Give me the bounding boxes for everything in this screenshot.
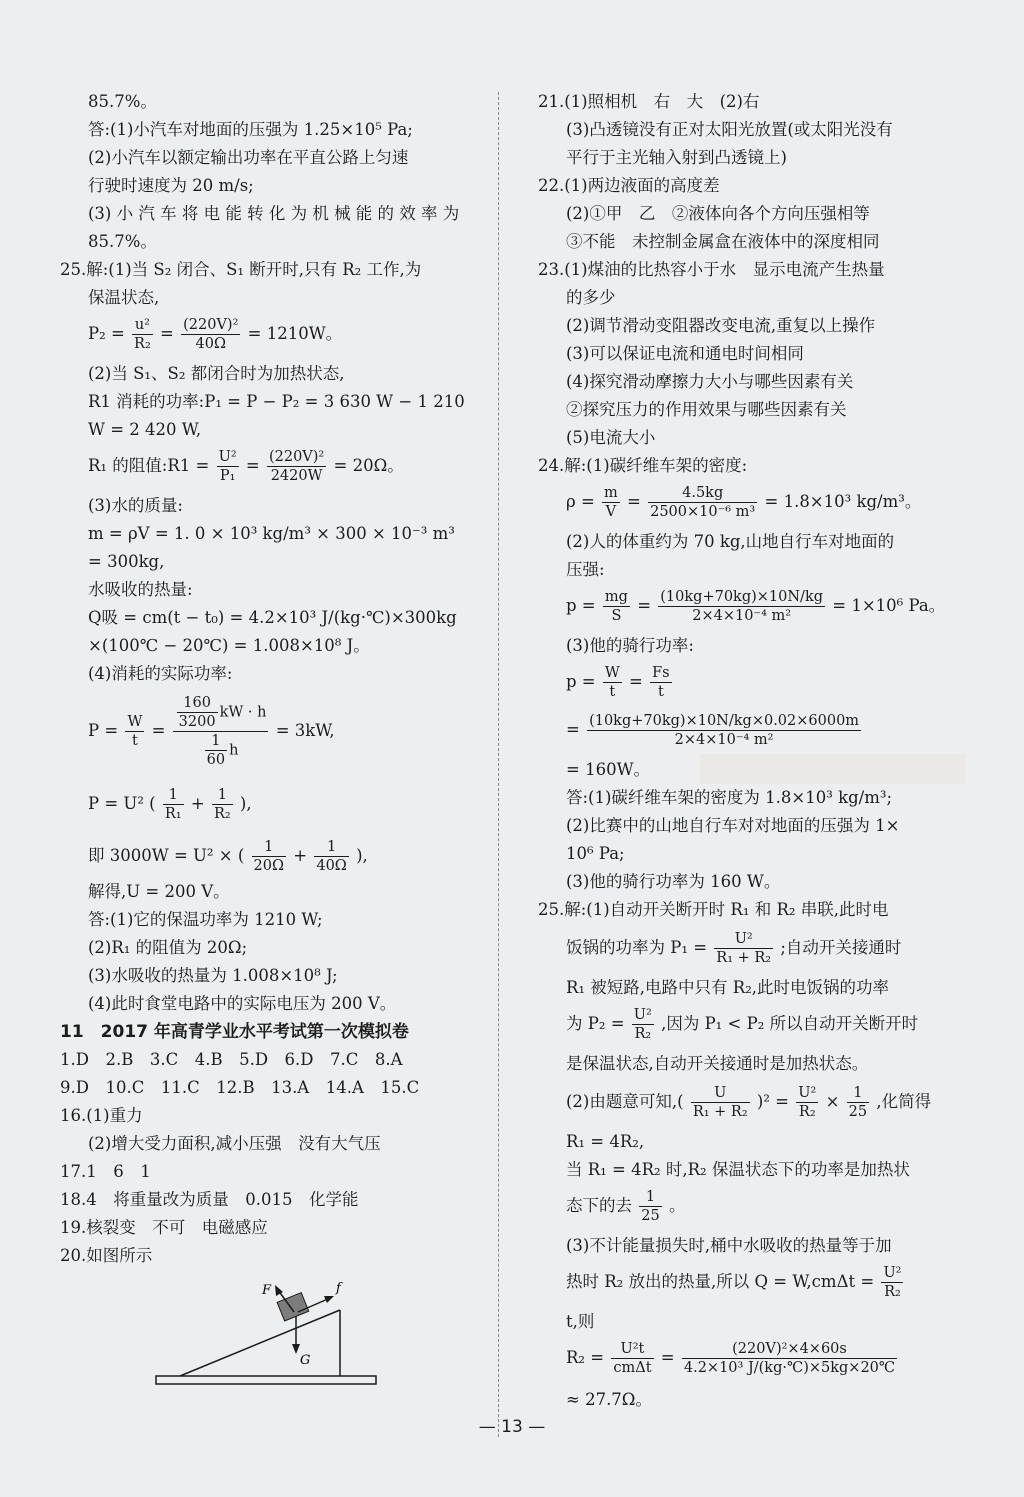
text-line: (3)他的骑行功率:	[566, 636, 694, 655]
section-heading: 11 2017 年高青学业水平考试第一次模拟卷	[60, 1022, 409, 1042]
fraction: $\frac{Fs}{t}$	[652, 665, 670, 700]
text-line: 解得,U = 200 V。	[88, 882, 230, 901]
text-line: ③不能 未控制金属盒在液体中的深度相同	[566, 232, 880, 251]
fraction: $\frac{1}{40\Omega}$	[316, 839, 347, 874]
fraction: $\frac{m}{V}$	[604, 485, 618, 520]
text-line: Q吸 = cm(t − t₀) = 4.2×10³ J/(kg·℃)×300kg	[88, 608, 457, 627]
fraction: $\frac{\text{U²}}{\text{P₁}}$	[218, 449, 237, 484]
formula-p2: 为 P₂ = $\frac{\text{U²}}{\text{R₂}}$ ,因为 P₁ < P₂ 所以自动开关断开时	[566, 1007, 919, 1042]
text-line: (3)可以保证电流和通电时间相同	[566, 344, 804, 363]
formula-heat: 热时 R₂ 放出的热量,所以 Q = W,cmΔt = $\frac{\text{U²}}{\text{R₂}}$	[566, 1265, 902, 1300]
fraction: $\frac{\text{U²t}}{\text{cmΔt}}$	[613, 1341, 652, 1376]
fraction: $\frac{1}{25}$	[848, 1085, 868, 1120]
fraction: $\frac{(10kg+70kg)\times 10N/kg}{\text{2×4×10⁻⁴ m²}}$	[660, 589, 824, 624]
formula-p1: 饭锅的功率为 P₁ = $\frac{\text{U²}}{\text{R₁ + R₂}}$ ;自动开关接通时	[566, 931, 902, 966]
formula-pressure: p = $\frac{mg}{S}$ = $\frac{(10kg+70kg)\times 10N/kg}{\text{2×4×10⁻⁴ m²}}$ = 1×10⁶ Pa。	[566, 589, 946, 624]
formula-power-ratio: p = $\frac{W}{t}$ = $\frac{Fs}{t}$	[566, 665, 670, 700]
text-line: R1 消耗的功率:P₁ = P − P₂ = 3 630 W − 1 210	[88, 392, 465, 411]
text-line: (2)当 S₁、S₂ 都闭合时为加热状态,	[88, 364, 345, 383]
fraction: $\frac{\text{U²}}{\text{R₂}}$	[883, 1265, 902, 1300]
fraction: $\frac{\text{U²}}{\text{R₂}}$	[798, 1085, 817, 1120]
fraction: $\frac{W}{t}$	[127, 714, 143, 749]
formula-density: ρ = $\frac{m}{V}$ = $\frac{4.5kg}{\text{2500×10⁻⁶ m³}}$ = 1.8×10³ kg/m³。	[566, 485, 922, 520]
formula-fraction-25: 态下的去 $\frac{1}{25}$ 。	[566, 1189, 686, 1224]
force-label-F: F	[262, 1283, 272, 1298]
text-line: 压强:	[566, 560, 605, 579]
text-line: (2)①甲 乙 ②液体向各个方向压强相等	[566, 204, 870, 223]
fraction: $\frac{\text{U²}}{\text{R₁ + R₂}}$	[716, 931, 772, 966]
formula-3000w: 即 3000W = U² × ( $\frac{1}{20\Omega}$ + $\frac{1}{40\Omega}$ ),	[88, 839, 368, 874]
incline-force-diagram	[150, 1272, 382, 1392]
compound-fraction: $\frac{160}{3200}$ kW · h $\frac{1}{60}$ h	[173, 694, 269, 769]
fraction: $\frac{4.5kg}{\text{2500×10⁻⁶ m³}}$	[650, 485, 756, 520]
text-line: 85.7%。	[88, 92, 157, 111]
fraction: $\frac{1}{25}$	[641, 1189, 660, 1224]
redaction-patch	[700, 754, 965, 784]
text-line: (2)R₁ 的阻值为 20Ω;	[88, 938, 248, 957]
text-line: = 160W。	[566, 760, 651, 779]
formula-ratio: (2)由题意可知,( $\frac{U}{\text{R₁ + R₂}}$ )² = $\frac{\text{U²}}{\text{R₂}}$ × $\frac{1}{25}$ ,化简得	[566, 1085, 932, 1120]
fraction: $\frac{\text{(220V)²}}{2420W}$	[268, 449, 325, 484]
text-line: 10⁶ Pa;	[566, 844, 625, 863]
text-line: (3)凸透镜没有正对太阳光放置(或太阳光没有	[566, 120, 893, 139]
fraction: $\frac{\text{u²}}{\text{R₂}}$	[134, 317, 151, 352]
text-line: m = ρV = 1. 0 × 10³ kg/m³ × 300 × 10⁻³ m³	[88, 524, 455, 543]
text-line: 是保温状态,自动开关接通时是加热状态。	[566, 1054, 869, 1073]
force-label-f: f	[336, 1281, 341, 1296]
fraction: $\frac{1}{\text{R₂}}$	[213, 787, 231, 822]
text-line: ≈ 27.7Ω。	[566, 1390, 652, 1409]
text-line: 行驶时速度为 20 m/s;	[88, 176, 254, 195]
fraction: $\frac{1}{\text{R₁}}$	[164, 787, 182, 822]
text-line: 85.7%。	[88, 232, 157, 251]
text-line: R₁ = 4R₂,	[566, 1132, 645, 1151]
text-line: 22.(1)两边液面的高度差	[538, 176, 720, 195]
formula-power-calc: = $\frac{(10kg+70kg)\times 10N/kg\times 0.02\times 6000m}{\text{2×4×10⁻⁴ m²}}$	[566, 713, 860, 748]
text-line: (4)消耗的实际功率:	[88, 664, 233, 683]
formula-p2: P₂ = $\frac{\text{u²}}{\text{R₂}}$ = $\frac{\text{(220V)²}}{40\Omega}$ = 1210W。	[88, 317, 343, 352]
text-line: 20.如图所示	[60, 1246, 153, 1265]
text-line: 25.解:(1)当 S₂ 闭合、S₁ 断开时,只有 R₂ 工作,为	[60, 260, 422, 279]
column-divider	[498, 92, 499, 1437]
text-line: (2)增大受力面积,减小压强 没有大气压	[88, 1134, 381, 1153]
text-line: (3)他的骑行功率为 160 W。	[566, 872, 781, 891]
force-label-G: G	[300, 1353, 311, 1368]
text-line: (4)探究滑动摩擦力大小与哪些因素有关	[566, 372, 854, 391]
text-line: (3) 小 汽 车 将 电 能 转 化 为 机 械 能 的 效 率 为	[88, 204, 460, 223]
text-line: 16.(1)重力	[60, 1106, 143, 1125]
text-line: 23.(1)煤油的比热容小于水 显示电流产生热量	[538, 260, 885, 279]
formula-parallel: P = U² ( $\frac{1}{\text{R₁}}$ + $\frac{1}{\text{R₂}}$ ),	[88, 787, 252, 822]
text-line: 答:(1)碳纤维车架的密度为 1.8×10³ kg/m³;	[566, 788, 893, 807]
text-line: (3)不计能量损失时,桶中水吸收的热量等于加	[566, 1236, 892, 1255]
fraction: $\frac{mg}{S}$	[604, 589, 628, 624]
text-line: (2)人的体重约为 70 kg,山地自行车对地面的	[566, 532, 895, 551]
text-line: (2)小汽车以额定输出功率在平直公路上匀速	[88, 148, 409, 167]
text-line: 1.D 2.B 3.C 4.B 5.D 6.D 7.C 8.A	[60, 1050, 403, 1069]
fraction: $\frac{\text{(220V)²}}{40\Omega}$	[183, 317, 239, 352]
page-number: — 13 —	[478, 1417, 546, 1437]
text-line: W = 2 420 W,	[88, 420, 202, 439]
text-line: 的多少	[566, 288, 616, 307]
text-line: (4)此时食堂电路中的实际电压为 200 V。	[88, 994, 397, 1013]
text-line: (3)水吸收的热量为 1.008×10⁸ J;	[88, 966, 338, 985]
text-line: 平行于主光轴入射到凸透镜上)	[566, 148, 787, 167]
text-line: 答:(1)小汽车对地面的压强为 1.25×10⁵ Pa;	[88, 120, 413, 139]
text-line: (2)调节滑动变阻器改变电流,重复以上操作	[566, 316, 876, 335]
fraction: $\frac{1}{20\Omega}$	[253, 839, 285, 874]
text-line: = 300kg,	[88, 552, 165, 571]
text-line: 保温状态,	[88, 288, 160, 307]
text-line: 答:(1)它的保温功率为 1210 W;	[88, 910, 323, 929]
text-line: t,则	[566, 1312, 595, 1331]
fraction: $\frac{U}{\text{R₁ + R₂}}$	[692, 1085, 748, 1120]
text-line: 19.核裂变 不可 电磁感应	[60, 1218, 268, 1237]
text-line: 25.解:(1)自动开关断开时 R₁ 和 R₂ 串联,此时电	[538, 900, 889, 919]
text-line: 18.4 将重量改为质量 0.015 化学能	[60, 1190, 359, 1209]
text-line: 水吸收的热量:	[88, 580, 193, 599]
fraction: $\frac{(10kg+70kg)\times 10N/kg\times 0.02\times 6000m}{\text{2×4×10⁻⁴ m²}}$	[589, 713, 860, 748]
formula-power: P = $\frac{W}{t}$ = $\frac{160}{3200}$ kW · h $\frac{1}{60}$ h = 3kW,	[88, 695, 335, 768]
formula-r2: R₂ = $\frac{\text{U²t}}{\text{cmΔt}}$ = $\frac{\text{(220V)²×4×60s}}{\text{4.2×10³ J/(kg·℃)×5kg×20℃}}$	[566, 1341, 896, 1376]
formula-r1: R₁ 的阻值:R1 = $\frac{\text{U²}}{\text{P₁}}$ = $\frac{\text{(220V)²}}{2420W}$ = 20Ω。	[88, 449, 404, 484]
text-line: ②探究压力的作用效果与哪些因素有关	[566, 400, 847, 419]
text-line: ×(100℃ − 20℃) = 1.008×10⁸ J。	[88, 636, 370, 655]
fraction: $\frac{\text{U²}}{\text{R₂}}$	[633, 1007, 652, 1042]
text-line: 当 R₁ = 4R₂ 时,R₂ 保温状态下的功率是加热状	[566, 1160, 910, 1179]
text-line: (5)电流大小	[566, 428, 656, 447]
fraction: $\frac{\text{(220V)²×4×60s}}{\text{4.2×10³ J/(kg·℃)×5kg×20℃}}$	[683, 1341, 896, 1376]
text-line: 24.解:(1)碳纤维车架的密度:	[538, 456, 748, 475]
fraction: $\frac{W}{t}$	[604, 665, 620, 700]
text-line: (2)比赛中的山地自行车对对地面的压强为 1×	[566, 816, 900, 835]
text-line: (3)水的质量:	[88, 496, 183, 515]
text-line: 21.(1)照相机 右 大 (2)右	[538, 92, 760, 111]
text-line: 9.D 10.C 11.C 12.B 13.A 14.A 15.C	[60, 1078, 420, 1097]
text-line: R₁ 被短路,电路中只有 R₂,此时电饭锅的功率	[566, 978, 890, 997]
text-line: 17.1 6 1	[60, 1162, 151, 1181]
